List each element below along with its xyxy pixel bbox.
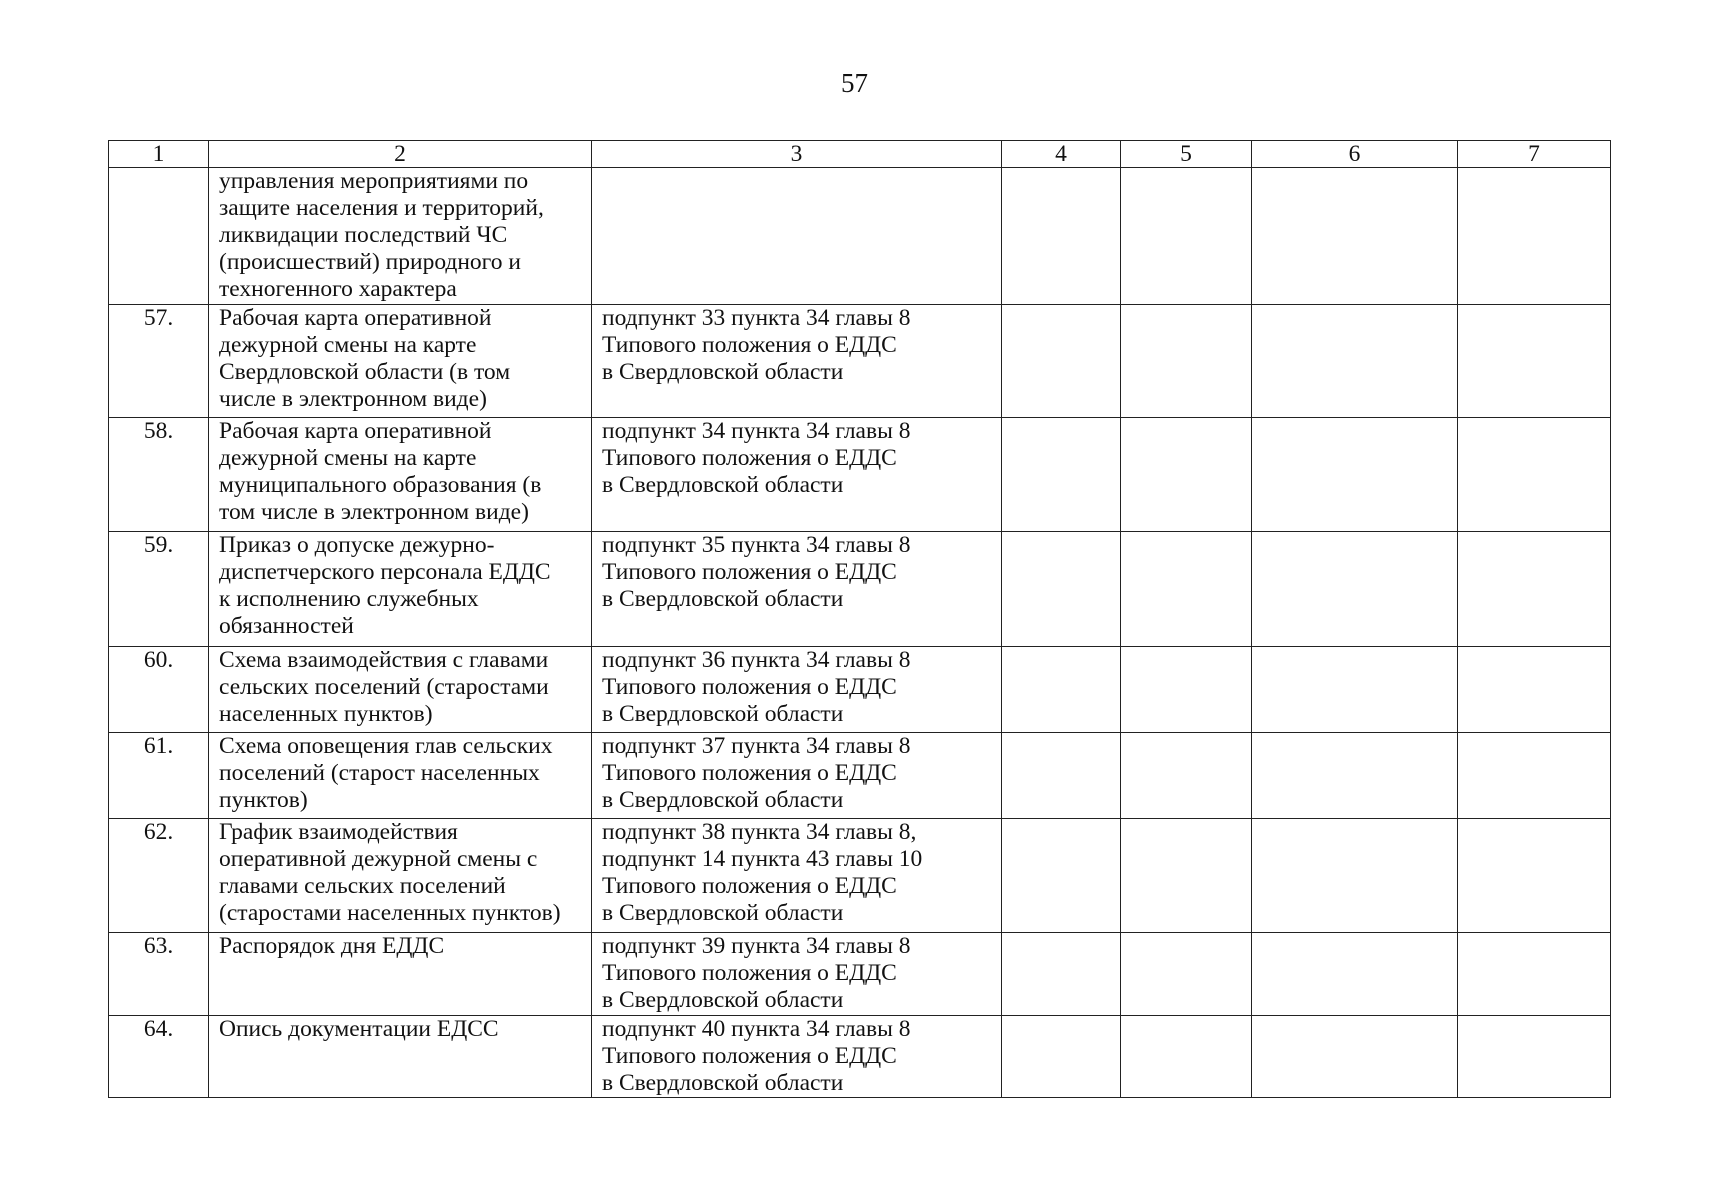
cell-col-4 — [1002, 819, 1121, 933]
cell-col-7 — [1458, 168, 1611, 305]
document-name: Рабочая карта оперативной дежурной смены на карте Свердловской области (в том числе в электронном виде) — [209, 305, 592, 418]
cell-col-5 — [1121, 168, 1252, 305]
table-row — [109, 647, 1611, 733]
table-row — [109, 305, 1611, 418]
legal-basis — [592, 168, 1002, 305]
cell-col-4 — [1002, 647, 1121, 733]
legal-basis: подпункт 40 пункта 34 главы 8 Типового положения о ЕДДС в Свердловской области — [592, 1016, 1002, 1098]
cell-col-7 — [1458, 933, 1611, 1016]
document-table — [108, 140, 1611, 1098]
cell-col-7 — [1458, 305, 1611, 418]
row-number: 60. — [109, 647, 209, 733]
cell-col-7 — [1458, 647, 1611, 733]
cell-col-5 — [1121, 733, 1252, 819]
column-header-5: 5 — [1121, 141, 1252, 168]
cell-col-7 — [1458, 532, 1611, 647]
row-number: 61. — [109, 733, 209, 819]
document-name: Приказ о допуске дежурно- диспетчерского персонала ЕДДС к исполнению служебных обязанностей — [209, 532, 592, 647]
document-name: Рабочая карта оперативной дежурной смены на карте муниципального образования (в том числе в электронном виде) — [209, 418, 592, 532]
table-row — [109, 933, 1611, 1016]
cell-col-6 — [1252, 819, 1458, 933]
row-number: 57. — [109, 305, 209, 418]
document-name: Опись документации ЕДСС — [209, 1016, 592, 1098]
cell-col-6 — [1252, 647, 1458, 733]
table-row — [109, 733, 1611, 819]
legal-basis: подпункт 34 пункта 34 главы 8 Типового положения о ЕДДС в Свердловской области — [592, 418, 1002, 532]
cell-col-4 — [1002, 933, 1121, 1016]
cell-col-6 — [1252, 1016, 1458, 1098]
cell-col-6 — [1252, 532, 1458, 647]
cell-col-7 — [1458, 819, 1611, 933]
column-header-7: 7 — [1458, 141, 1611, 168]
legal-basis: подпункт 33 пункта 34 главы 8 Типового положения о ЕДДС в Свердловской области — [592, 305, 1002, 418]
cell-col-5 — [1121, 418, 1252, 532]
cell-col-6 — [1252, 733, 1458, 819]
cell-col-7 — [1458, 733, 1611, 819]
row-number: 58. — [109, 418, 209, 532]
row-number: 64. — [109, 1016, 209, 1098]
cell-col-7 — [1458, 1016, 1611, 1098]
table-row — [109, 1016, 1611, 1098]
cell-col-5 — [1121, 819, 1252, 933]
cell-col-4 — [1002, 305, 1121, 418]
table-row — [109, 532, 1611, 647]
row-number: 63. — [109, 933, 209, 1016]
column-header-3: 3 — [592, 141, 1002, 168]
cell-col-5 — [1121, 933, 1252, 1016]
table-row — [109, 168, 1611, 305]
cell-col-4 — [1002, 168, 1121, 305]
column-header-4: 4 — [1002, 141, 1121, 168]
table-row — [109, 418, 1611, 532]
legal-basis: подпункт 38 пункта 34 главы 8, подпункт 14 пункта 43 главы 10 Типового положения о ЕДДС в Свердловской области — [592, 819, 1002, 933]
document-name: Схема оповещения глав сельских поселений (старост населенных пунктов) — [209, 733, 592, 819]
table-row — [109, 819, 1611, 933]
legal-basis: подпункт 35 пункта 34 главы 8 Типового положения о ЕДДС в Свердловской области — [592, 532, 1002, 647]
cell-col-6 — [1252, 933, 1458, 1016]
cell-col-4 — [1002, 733, 1121, 819]
cell-col-5 — [1121, 305, 1252, 418]
cell-col-6 — [1252, 168, 1458, 305]
legal-basis: подпункт 37 пункта 34 главы 8 Типового положения о ЕДДС в Свердловской области — [592, 733, 1002, 819]
header-row — [109, 141, 1611, 168]
cell-col-4 — [1002, 532, 1121, 647]
row-number: 62. — [109, 819, 209, 933]
cell-col-6 — [1252, 418, 1458, 532]
document-name: Схема взаимодействия с главами сельских поселений (старостами населенных пунктов) — [209, 647, 592, 733]
legal-basis: подпункт 39 пункта 34 главы 8 Типового положения о ЕДДС в Свердловской области — [592, 933, 1002, 1016]
cell-col-7 — [1458, 418, 1611, 532]
cell-col-4 — [1002, 1016, 1121, 1098]
document-name: управления мероприятиями по защите населения и территорий, ликвидации последствий ЧС (происшествий) природного и техногенного характера — [209, 168, 592, 305]
column-header-1: 1 — [109, 141, 209, 168]
row-number — [109, 168, 209, 305]
legal-basis: подпункт 36 пункта 34 главы 8 Типового положения о ЕДДС в Свердловской области — [592, 647, 1002, 733]
column-header-6: 6 — [1252, 141, 1458, 168]
cell-col-5 — [1121, 532, 1252, 647]
row-number: 59. — [109, 532, 209, 647]
document-name: Распорядок дня ЕДДС — [209, 933, 592, 1016]
cell-col-6 — [1252, 305, 1458, 418]
page-number: 57 — [841, 68, 868, 98]
document-name: График взаимодействия оперативной дежурной смены с главами сельских поселений (старостами населенных пунктов) — [209, 819, 592, 933]
cell-col-4 — [1002, 418, 1121, 532]
column-header-2: 2 — [209, 141, 592, 168]
cell-col-5 — [1121, 1016, 1252, 1098]
cell-col-5 — [1121, 647, 1252, 733]
